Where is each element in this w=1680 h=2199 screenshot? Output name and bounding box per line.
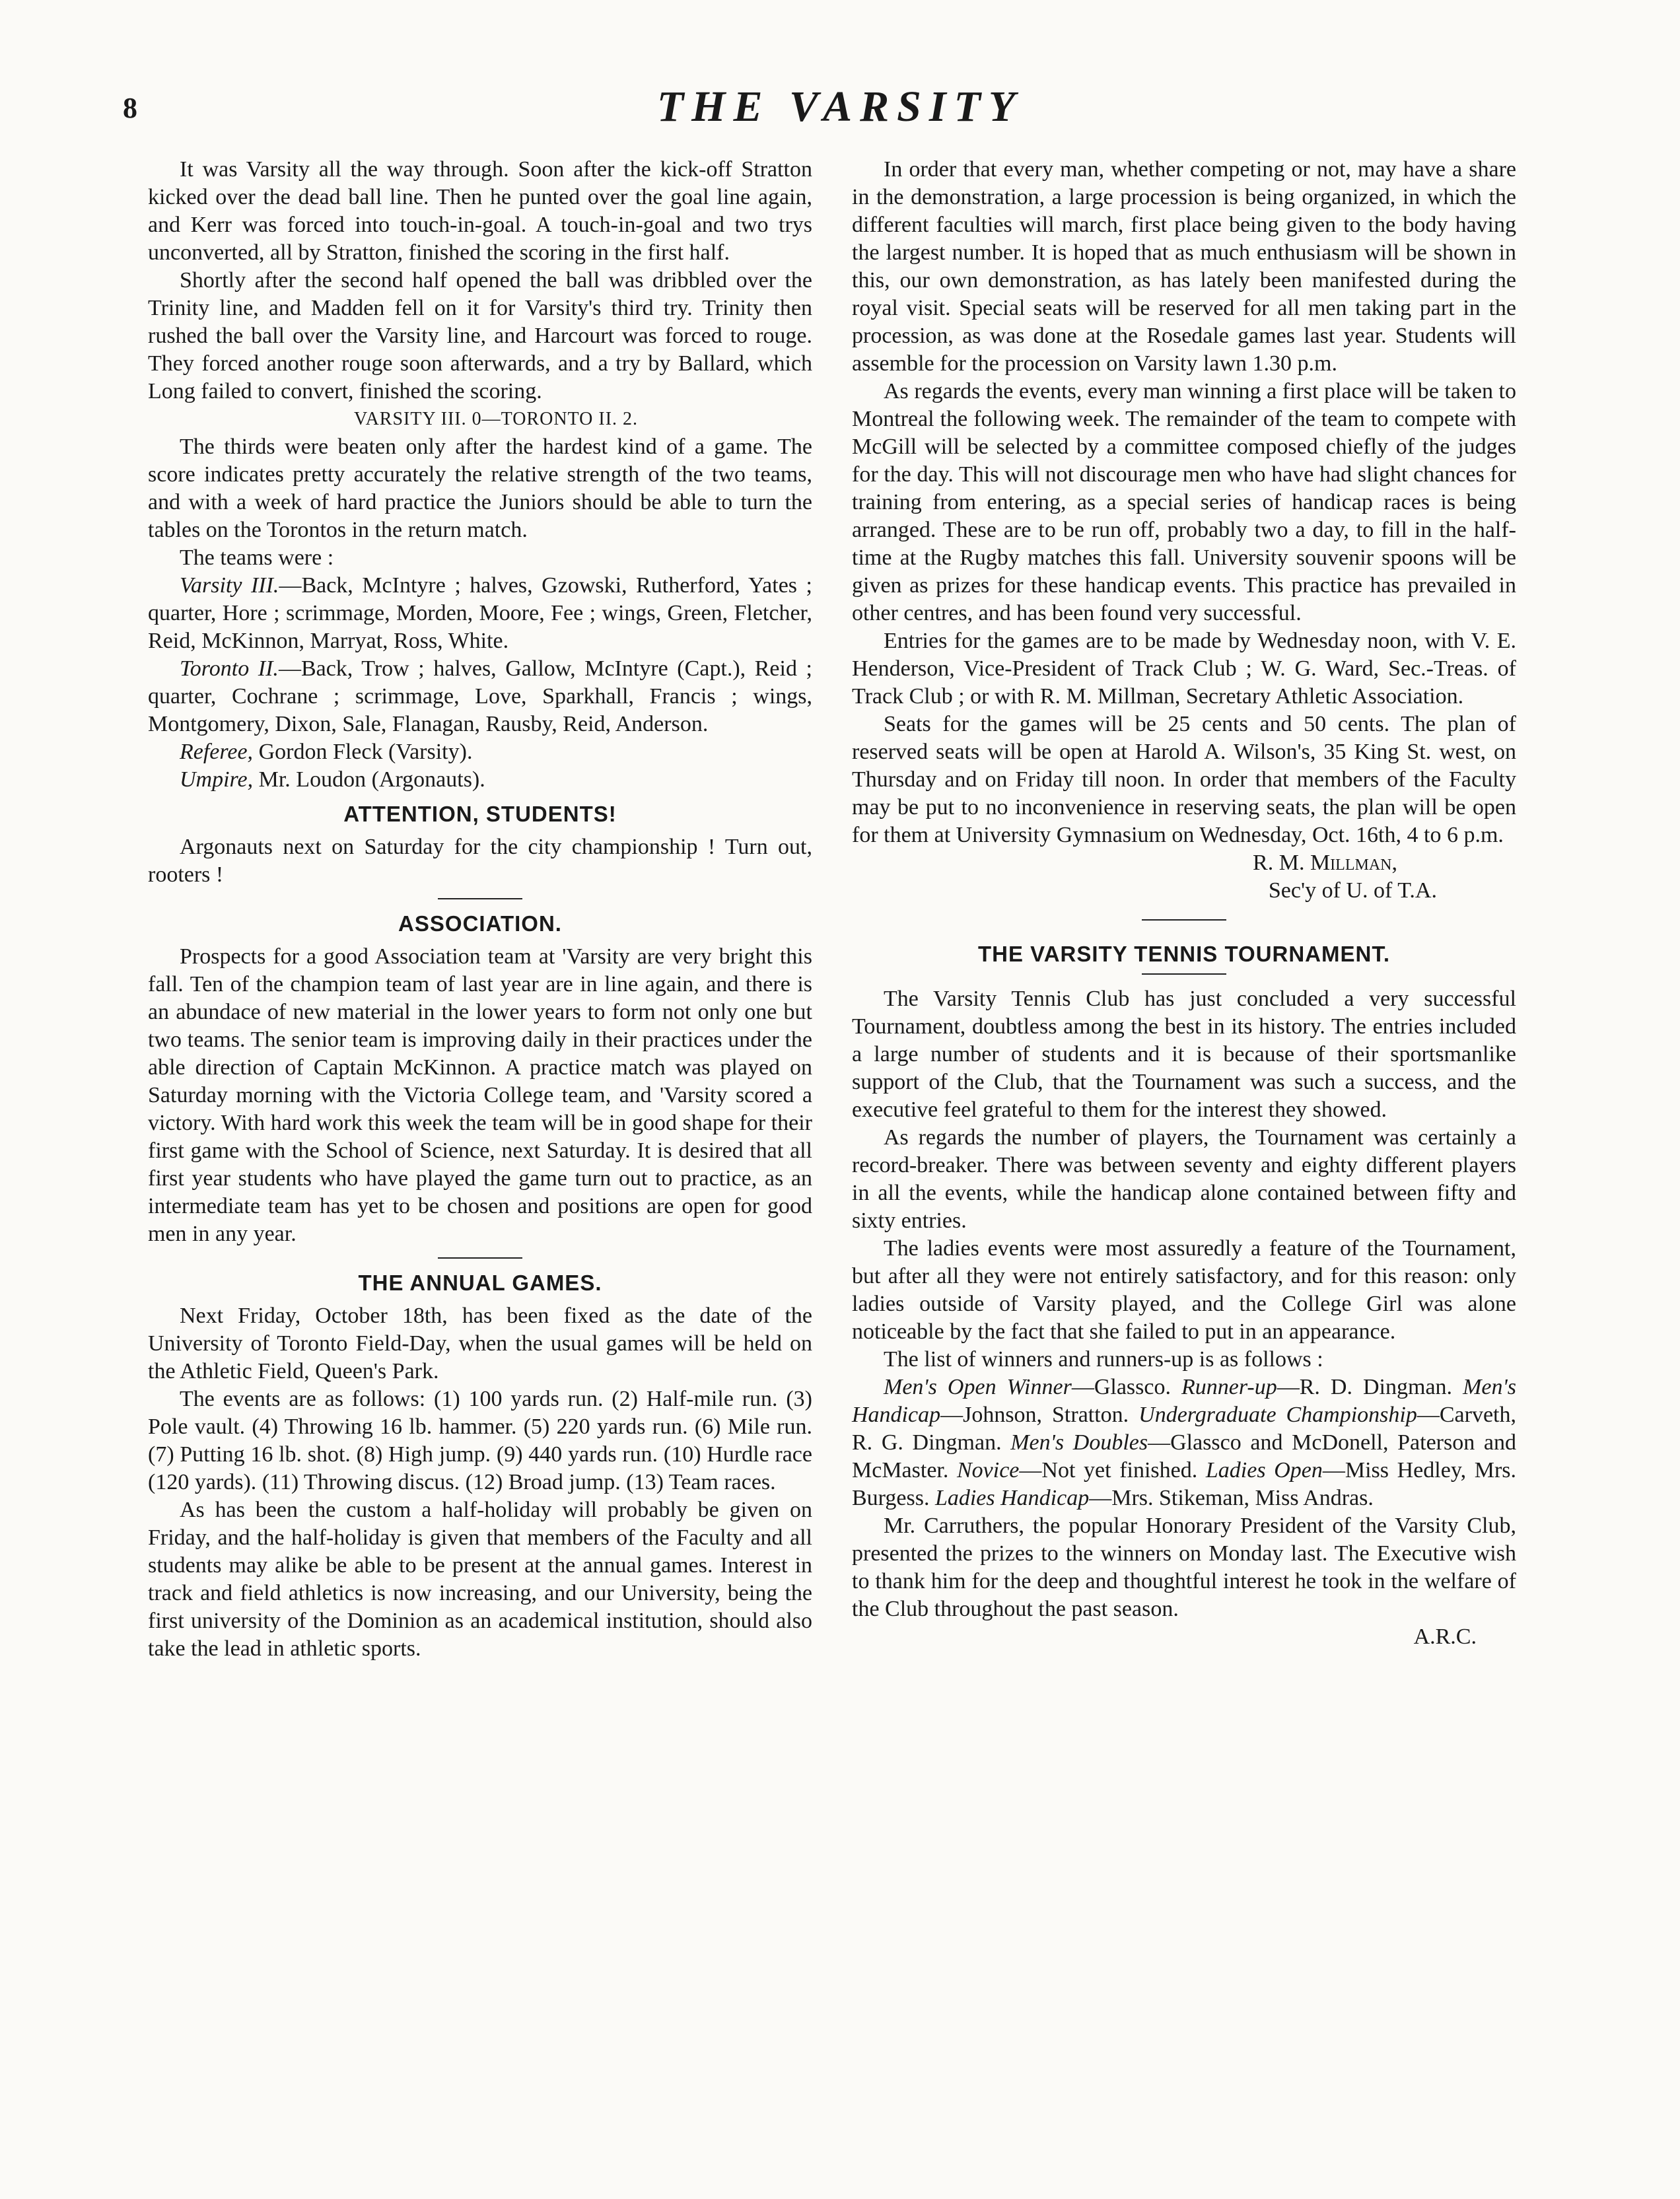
paragraph: The ladies events were most assuredly a feature of the Tournament, but after all they were not entirely satisfactory, and for this reason: only ladies outside of Varsity played, and the College Girl was alone noticeable by the fact that she failed to put in an appearance.	[852, 1236, 1516, 1344]
referee-label: Referee,	[180, 740, 254, 764]
signature-name: R. M. Millman,	[1253, 851, 1397, 875]
paragraph: The list of winners and runners-up is as follows :	[884, 1347, 1323, 1372]
initials-line	[852, 1623, 1516, 1651]
association-text: Prospects for a good Association team at 'Varsity are very bright this fall. Ten of the champion team of last year are in line again, and there is an abundace of new material in the lower years to form not only one but two teams. The senior team is improving daily in their practices under the able direction of Captain McKinnon. A practice match was played on Saturday morning with the Victoria College team, and 'Varsity scored a victory. With hard work this week the team will be in good shape for their first game with the School of Science, next Saturday. It is desired that all first year students who have played the game turn out to practice, as an intermediate team has yet to be chosen and positions are open for good men in any year.	[148, 944, 812, 1246]
winner-text: —Glassco and McDonell, Paterson and McMaster.	[852, 1430, 1516, 1483]
events-list: The events are as follows: (1) 100 yards run. (2) Half-mile run. (3) Pole vault. (4) Throwing 16 lb. hammer. (5) 220 yards run. (6) Mile run. (7) Putting 16 lb. shot. (8) High jump. (9) 440 yards run. (10) Hurdle race (120 yards). (11) Throwing discus. (12) Broad jump. (13) Team races.	[148, 1387, 812, 1494]
winner-text: —Johnson, Stratton.	[940, 1403, 1139, 1427]
paragraph: The Varsity Tennis Club has just concluded a very successful Tournament, doubtless among the best in its history. The entries included a large number of students and it is because of their sportsmanlike support of the Club, that the Tournament was such a success, and the executive feel grateful to them for the interest they showed.	[852, 987, 1516, 1122]
varsity-lineup	[148, 572, 812, 655]
winner-text: —R. D. Dingman.	[1277, 1375, 1463, 1399]
winner-label: Undergraduate Championship	[1138, 1403, 1417, 1427]
tennis-heading: THE VARSITY TENNIS TOURNAMENT.	[977, 942, 1391, 966]
winner-text: —Miss Hedley, Mrs. Burgess.	[852, 1458, 1517, 1510]
signature-title: Sec'y of U. of T.A.	[1268, 878, 1437, 903]
score-line: VARSITY III. 0—TORONTO II. 2.	[353, 409, 639, 429]
right-column	[852, 156, 1516, 1651]
umpire-label: Umpire,	[180, 767, 254, 792]
page-number: 8	[123, 92, 137, 124]
paragraph: Entries for the games are to be made by Wednesday noon, with V. E. Henderson, Vice-President of Track Club ; W. G. Ward, Sec.-Treas. of Track Club ; or with R. M. Millman, Secretary Athletic Association.	[852, 629, 1516, 709]
umpire-line	[148, 766, 812, 794]
winner-label: Ladies Open	[1205, 1458, 1323, 1483]
paragraph: Shortly after the second half opened the ball was dribbled over the Trinity line, and Madden fell on it for Varsity's third try. Trinity then rushed the ball over the Varsity line, and Harcourt was forced to rouge. They forced another rouge soon afterwards, and a try by Ballard, which Long failed to convert, finished the scoring.	[148, 268, 812, 403]
teams-intro: The teams were :	[180, 545, 334, 570]
divider	[1142, 919, 1226, 921]
winner-text: —Mrs. Stikeman, Miss Andras.	[1089, 1486, 1374, 1510]
masthead-title: THE VARSITY	[656, 83, 1024, 131]
author-initials: A.R.C.	[1413, 1624, 1477, 1649]
toronto-lineup	[148, 655, 812, 738]
winner-text: —Not yet finished.	[1019, 1458, 1206, 1483]
paragraph: Seats for the games will be 25 cents and 50 cents. The plan of reserved seats will be open at Harold A. Wilson's, 35 King St. west, on Thursday and on Friday till noon. In order that members of the Faculty may be put to no inconvenience in reserving seats, the plan will be open for them at University Gymnasium on Wednesday, Oct. 16th, 4 to 6 p.m.	[852, 712, 1516, 847]
varsity-label: Varsity III.	[180, 573, 279, 598]
paragraph: As regards the events, every man winning a first place will be taken to Montreal the following week. The remainder of the team to compete with McGill will be selected by a committee composed chiefly of the judges for the day. This will not discourage men who have had slight chances for training from entering, as a special series of handicap races is being arranged. These are to be run off, probably two a day, to fill in the half-time at the Rugby matches this fall. University souvenir spoons will be given as prizes for these handicap events. This practice has prevailed in other centres, and has been found very successful.	[852, 379, 1516, 625]
referee-name: Gordon Fleck (Varsity).	[253, 740, 473, 764]
attention-heading: ATTENTION, STUDENTS!	[343, 802, 617, 826]
toronto-team: —Back, Trow ; halves, Gallow, McIntyre (Capt.), Reid ; quarter, Cochrane ; scrimmage, Love, Sparkhall, Francis ; wings, Montgomery, Dixon, Sale, Flanagan, Rausby, Reid, Anderson.	[148, 656, 812, 736]
toronto-label: Toronto II.	[180, 656, 279, 681]
referee-line	[148, 738, 812, 766]
divider	[438, 898, 522, 899]
attention-text: Argonauts next on Saturday for the city championship ! Turn out, rooters !	[148, 835, 812, 887]
winner-label: Runner-up	[1181, 1375, 1277, 1399]
winner-label: Men's Open Winner	[884, 1375, 1072, 1399]
paragraph: In order that every man, whether competing or not, may have a share in the demonstration, a large procession is being organized, in which the different faculties will march, first place being given to the body having the largest number. It is hoped that as much enthusiasm will be shown in this, our own demonstration, as has lately been manifested during the royal visit. Special seats will be reserved for all men taking part in the procession, as was done at the Rosedale games last year. Students will assemble for the procession on Varsity lawn 1.30 p.m.	[852, 157, 1516, 376]
umpire-name: Mr. Loudon (Argonauts).	[253, 767, 485, 792]
paragraph: It was Varsity all the way through. Soon after the kick-off Stratton kicked over the dead ball line. Then he punted over the goal line again, and Kerr was forced into touch-in-goal. A touch-in-goal and two trys unconverted, all by Stratton, finished the scoring in the first half.	[148, 157, 812, 265]
paragraph: As has been the custom a half-holiday will probably be given on Friday, and the half-holiday is given that members of the Faculty and all students may alike be able to be present at the annual games. Interest in track and field athletics is now increasing, and our University, being the first university of the Dominion as an academical institution, should also take the lead in athletic sports.	[148, 1498, 812, 1661]
winner-label: Men's Handicap	[852, 1375, 1516, 1427]
winner-text: —Carveth, R. G. Dingman.	[852, 1403, 1516, 1455]
winner-label: Novice	[957, 1458, 1020, 1483]
paragraph: Mr. Carruthers, the popular Honorary President of the Varsity Club, presented the prizes to the winners on Monday last. The Executive wish to thank him for the deep and thoughtful interest he took in the welfare of the Club throughout the past season.	[852, 1514, 1516, 1621]
winner-label: Men's Doubles	[1010, 1430, 1148, 1455]
winner-label: Ladies Handicap	[934, 1486, 1090, 1510]
paragraph: The thirds were beaten only after the hardest kind of a game. The score indicates pretty accurately the relative strength of the two teams, and with a week of hard practice the Juniors should be able to turn the tables on the Torontos in the return match.	[148, 435, 812, 542]
divider	[1142, 973, 1226, 975]
divider	[438, 1257, 522, 1259]
association-heading: ASSOCIATION.	[398, 911, 562, 936]
winner-text: —Glassco.	[1071, 1375, 1181, 1399]
annual-games-heading: THE ANNUAL GAMES.	[358, 1271, 602, 1295]
paragraph: As regards the number of players, the Tournament was certainly a record-breaker. There was between seventy and eighty different players in all the events, while the handicap alone contained between fifty and sixty entries.	[852, 1125, 1516, 1233]
winners-list	[852, 1374, 1516, 1512]
paragraph: Next Friday, October 18th, has been fixed as the date of the University of Toronto Field-Day, when the usual games will be held on the Athletic Field, Queen's Park.	[148, 1304, 812, 1383]
varsity-team: —Back, McIntyre ; halves, Gzowski, Rutherford, Yates ; quarter, Hore ; scrimmage, Morden, Moore, Fee ; wings, Green, Fletcher, Reid, McKinnon, Marryat, Ross, White.	[148, 573, 812, 653]
left-column	[148, 156, 812, 1663]
